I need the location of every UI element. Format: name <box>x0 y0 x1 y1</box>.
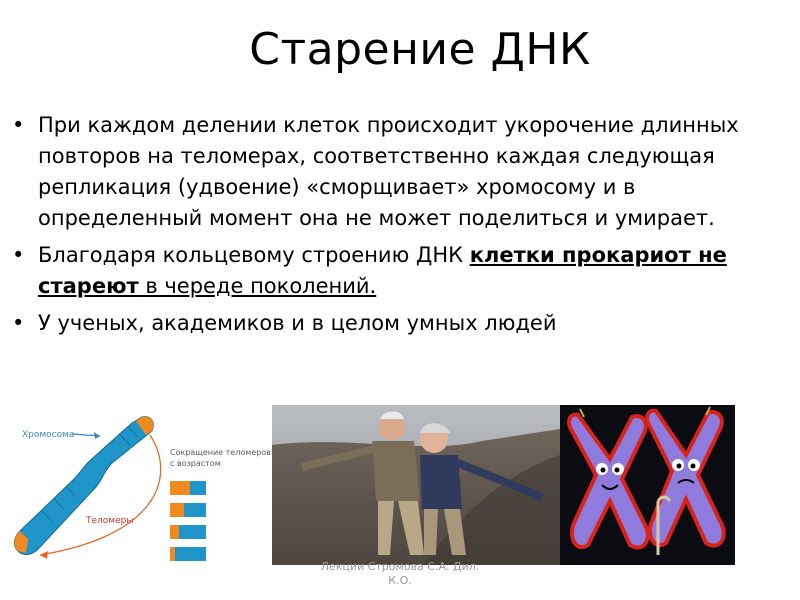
bullet-emphasis: клетки прокариот не стареют <box>38 243 727 298</box>
footer-line-1: Лекции Стромова С.А. Дил. <box>320 560 480 573</box>
chromosome-telomere-diagram <box>0 405 272 565</box>
photo-illustration <box>272 405 560 565</box>
bullet-item <box>12 240 782 302</box>
slide-title: Старение ДНК <box>249 24 591 75</box>
bullet-list <box>12 110 782 345</box>
bullet-item <box>12 308 782 339</box>
telomeres-label: Теломеры <box>86 516 134 526</box>
shortening-inset-icon <box>170 481 206 561</box>
footer <box>290 560 510 588</box>
shortening-label-1: Сокращение теломеров <box>170 448 271 457</box>
bullet-item <box>12 110 782 234</box>
bullet-text: У ученых, академиков и в целом умных людей <box>38 311 557 335</box>
bullet-text: При каждом делении клеток происходит укорочение длинных повторов на теломерах, соответственно каждая следующая репликация (удвоение) «сморщивает» хромосому и в определенный момент она не может поделиться и умирает. <box>38 113 739 230</box>
bullet-text-post: в череде поколений. <box>138 274 377 298</box>
cartoon-illustration <box>560 405 735 565</box>
elderly-couple-photo <box>272 405 560 565</box>
chromosome-illustration <box>0 405 272 565</box>
footer-line-2: К.О. <box>388 574 412 587</box>
bullet-text-pre: Благодаря кольцевому строению ДНК <box>38 243 470 267</box>
chromosome-label: Хромосома <box>22 430 75 440</box>
bullet-icon: • <box>12 113 25 137</box>
bullet-icon: • <box>12 311 25 335</box>
shortening-label-2: с возрастом <box>170 459 221 468</box>
cartoon-chromosomes-image <box>560 405 735 565</box>
bullet-icon: • <box>12 243 25 267</box>
